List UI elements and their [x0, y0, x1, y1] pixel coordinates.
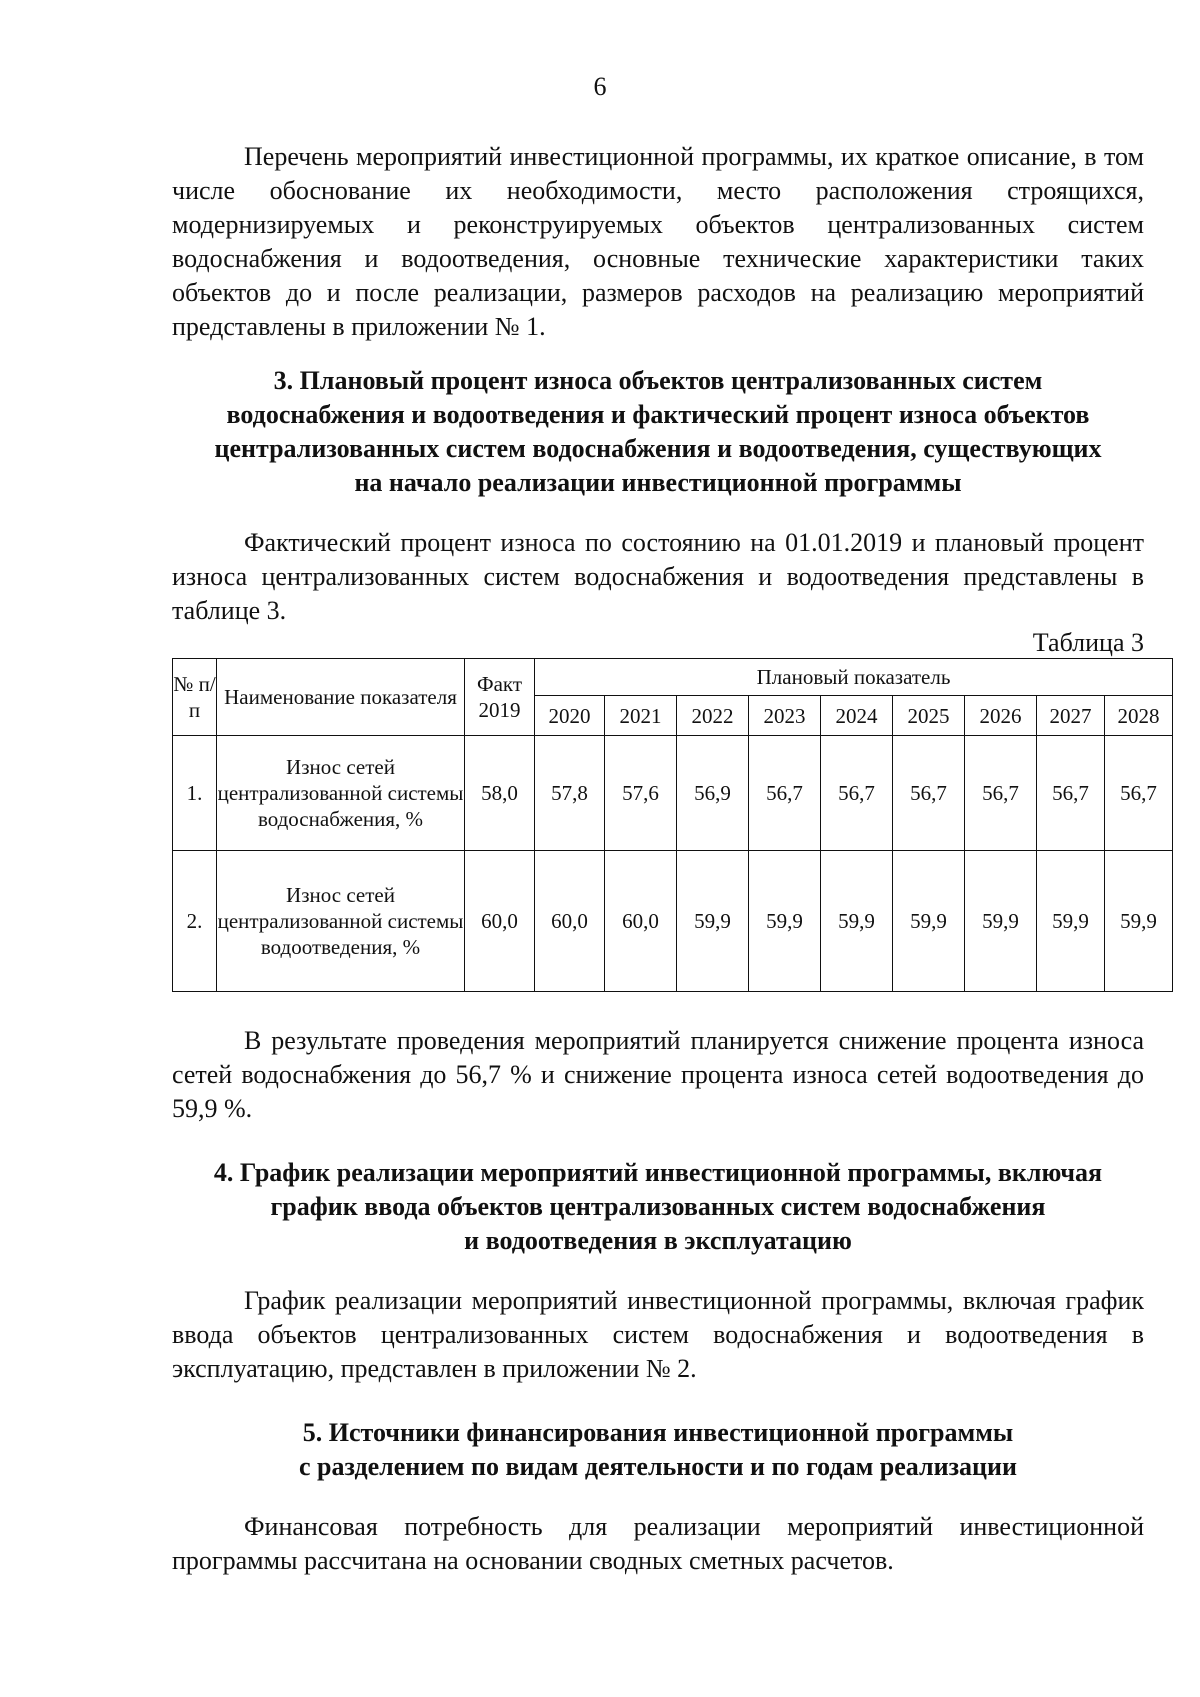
row-value: 56,7: [1105, 736, 1173, 851]
row-fact: 60,0: [465, 851, 535, 992]
row-number: 1.: [173, 736, 217, 851]
intro-paragraph: Перечень мероприятий инвестиционной программы, их краткое описание, в том числе обоснование их необходимости, место расположения строящихся, модернизируемых и реконструируемых объектов централизованных систем водоснабжения и водоотведения, основные технические характеристики таких объектов до и после реализации, размеров расходов на реализацию мероприятий представлены в приложении № 1.: [172, 142, 1144, 341]
result-paragraph: В результате проведения мероприятий планируется снижение процента износа сетей водоснабжения до 56,7 % и снижение процента износа сетей водоотведения до 59,9 %.: [172, 1026, 1144, 1123]
year-header: 2027: [1037, 696, 1105, 736]
section-5-body: [172, 1510, 1144, 1578]
section-4-paragraph: График реализации мероприятий инвестиционной программы, включая график ввода объектов централизованных систем водоснабжения и водоотведения в эксплуатацию, представлен в приложении № 2.: [172, 1286, 1144, 1383]
row-value: 59,9: [965, 851, 1037, 992]
wear-table: [172, 658, 1173, 992]
row-value: 59,9: [749, 851, 821, 992]
section-3-heading: [172, 364, 1144, 500]
row-value: 56,7: [749, 736, 821, 851]
heading-line: водоснабжения и водоотведения и фактический процент износа объектов: [226, 400, 1090, 429]
year-header: 2023: [749, 696, 821, 736]
row-value: 56,9: [677, 736, 749, 851]
row-name: Износ сетей централизованной системы водоотведения, %: [217, 851, 465, 992]
year-header: 2025: [893, 696, 965, 736]
heading-line: на начало реализации инвестиционной программы: [354, 468, 962, 497]
section-4-heading: [172, 1156, 1144, 1258]
section-5-heading: [172, 1416, 1144, 1484]
heading-line: централизованных систем водоснабжения и водоотведения, существующих: [214, 434, 1102, 463]
intro-section: [172, 140, 1144, 344]
result-section: [172, 1024, 1144, 1126]
year-header: 2026: [965, 696, 1037, 736]
year-header: 2022: [677, 696, 749, 736]
row-value: 59,9: [1037, 851, 1105, 992]
year-header: 2024: [821, 696, 893, 736]
col-header-plan: Плановый показатель: [535, 659, 1173, 696]
year-header: 2020: [535, 696, 605, 736]
section-3-paragraph: Фактический процент износа по состоянию на 01.01.2019 и плановый процент износа централизованных систем водоснабжения и водоотведения представлены в таблице 3.: [172, 528, 1144, 625]
row-name: Износ сетей централизованной системы водоснабжения, %: [217, 736, 465, 851]
heading-line: и водоотведения в эксплуатацию: [464, 1226, 852, 1255]
table-caption: Таблица 3: [1032, 628, 1144, 657]
section-4-body: [172, 1284, 1144, 1386]
section-3-body: [172, 526, 1144, 628]
table-row: [173, 851, 1173, 992]
row-value: 57,8: [535, 736, 605, 851]
row-value: 59,9: [821, 851, 893, 992]
row-value: 56,7: [1037, 736, 1105, 851]
row-value: 57,6: [605, 736, 677, 851]
col-header-no: № п/п: [173, 659, 217, 736]
section-5-paragraph: Финансовая потребность для реализации мероприятий инвестиционной программы рассчитана на основании сводных сметных расчетов.: [172, 1512, 1144, 1575]
heading-line: 5. Источники финансирования инвестиционной программы: [302, 1418, 1014, 1447]
heading-line: график ввода объектов централизованных систем водоснабжения: [270, 1192, 1046, 1221]
row-value: 59,9: [677, 851, 749, 992]
page-number: 6: [593, 72, 607, 101]
year-header: 2021: [605, 696, 677, 736]
row-fact: 58,0: [465, 736, 535, 851]
row-value: 59,9: [1105, 851, 1173, 992]
row-number: 2.: [173, 851, 217, 992]
col-header-name: Наименование показателя: [217, 659, 465, 736]
table-caption-wrap: [172, 628, 1144, 658]
row-value: 56,7: [821, 736, 893, 851]
col-header-fact: Факт 2019: [465, 659, 535, 736]
heading-line: 3. Плановый процент износа объектов централизованных систем: [273, 366, 1043, 395]
row-value: 56,7: [893, 736, 965, 851]
row-value: 56,7: [965, 736, 1037, 851]
row-value: 60,0: [605, 851, 677, 992]
row-value: 59,9: [893, 851, 965, 992]
table-row: [173, 736, 1173, 851]
year-header: 2028: [1105, 696, 1173, 736]
row-value: 60,0: [535, 851, 605, 992]
heading-line: с разделением по видам деятельности и по годам реализации: [299, 1452, 1017, 1481]
heading-line: 4. График реализации мероприятий инвестиционной программы, включая: [213, 1158, 1103, 1187]
